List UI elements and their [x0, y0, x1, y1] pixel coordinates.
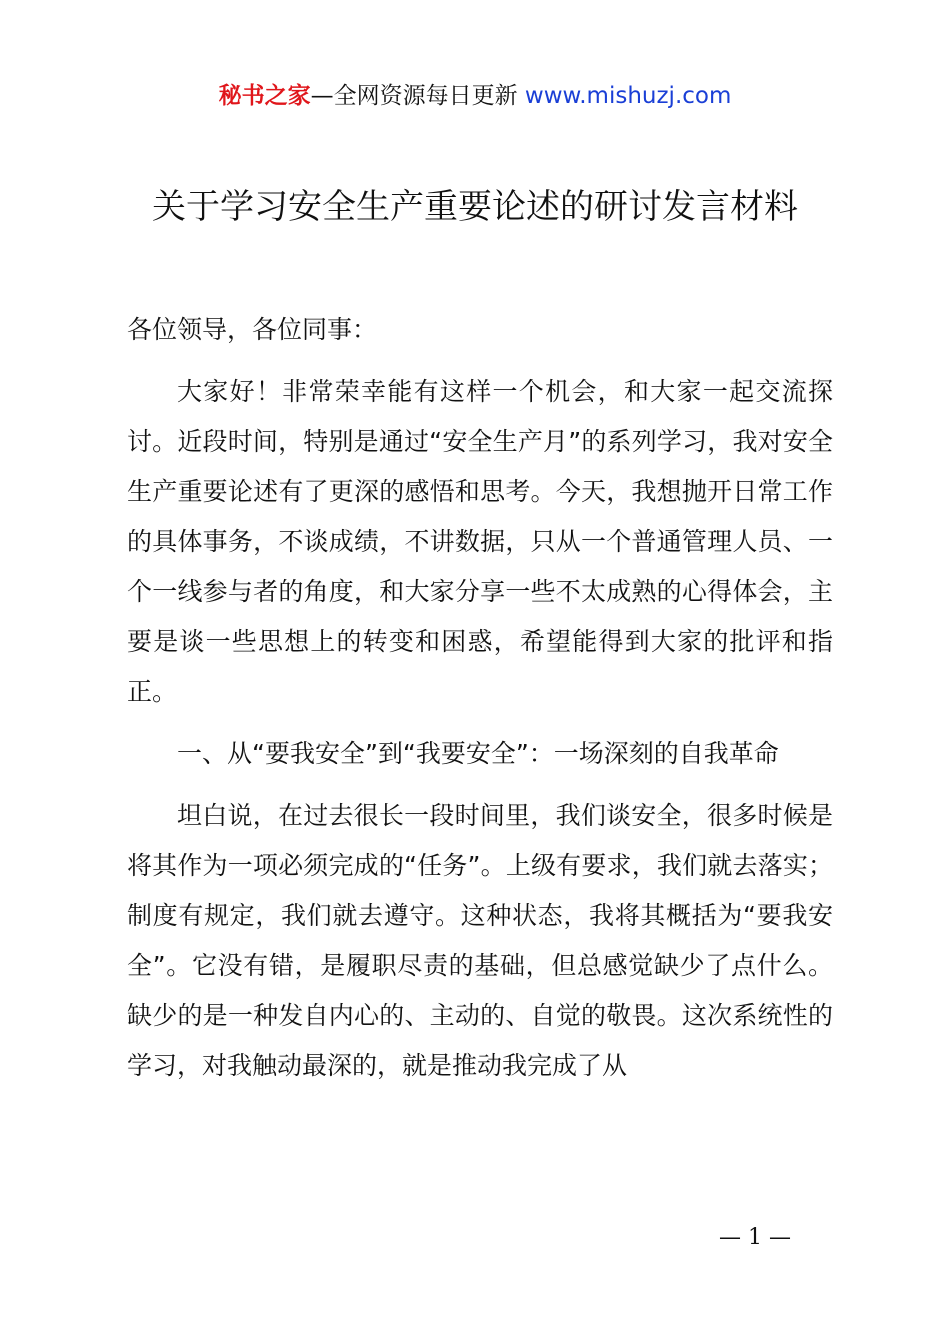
paragraph-intro: 大家好！非常荣幸能有这样一个机会，和大家一起交流探讨。近段时间，特别是通过“安全生产月”的系列学习，我对安全生产重要论述有了更深的感悟和思考。今天，我想抛开日常工作的具体事务，不谈成绩，不讲数据，只从一个普通管理人员、一个一线参与者的角度，和大家分享一些不太成熟的心得体会，主要是谈一些思想上的转变和困惑，希望能得到大家的批评和指正。 [127, 377, 833, 706]
paragraph-body: 坦白说，在过去很长一段时间里，我们谈安全，很多时候是将其作为一项必须完成的“任务”。上级有要求，我们就去落实；制度有规定，我们就去遵守。这种状态，我将其概括为“要我安全”。它没有错，是履职尽责的基础，但总感觉缺少了点什么。缺少的是一种发自内心的、主动的、自觉的敬畏。这次系统性的学习，对我触动最深的，就是推动我完成了从 [127, 801, 833, 1080]
document-title: 关于学习安全生产重要论述的研讨发言材料 [152, 187, 798, 227]
brand-name: 秘书之家 [218, 83, 311, 109]
document-body [127, 305, 833, 1091]
site-link[interactable]: www.mishuzj.com [524, 83, 732, 109]
site-banner [0, 80, 950, 112]
banner-tagline: —全网资源每日更新 [310, 83, 518, 109]
page-number: — 1 — [719, 1225, 791, 1250]
salutation: 各位领导，各位同事： [127, 315, 378, 344]
section-heading: 一、从“要我安全”到“我要安全”：一场深刻的自我革命 [177, 739, 779, 768]
